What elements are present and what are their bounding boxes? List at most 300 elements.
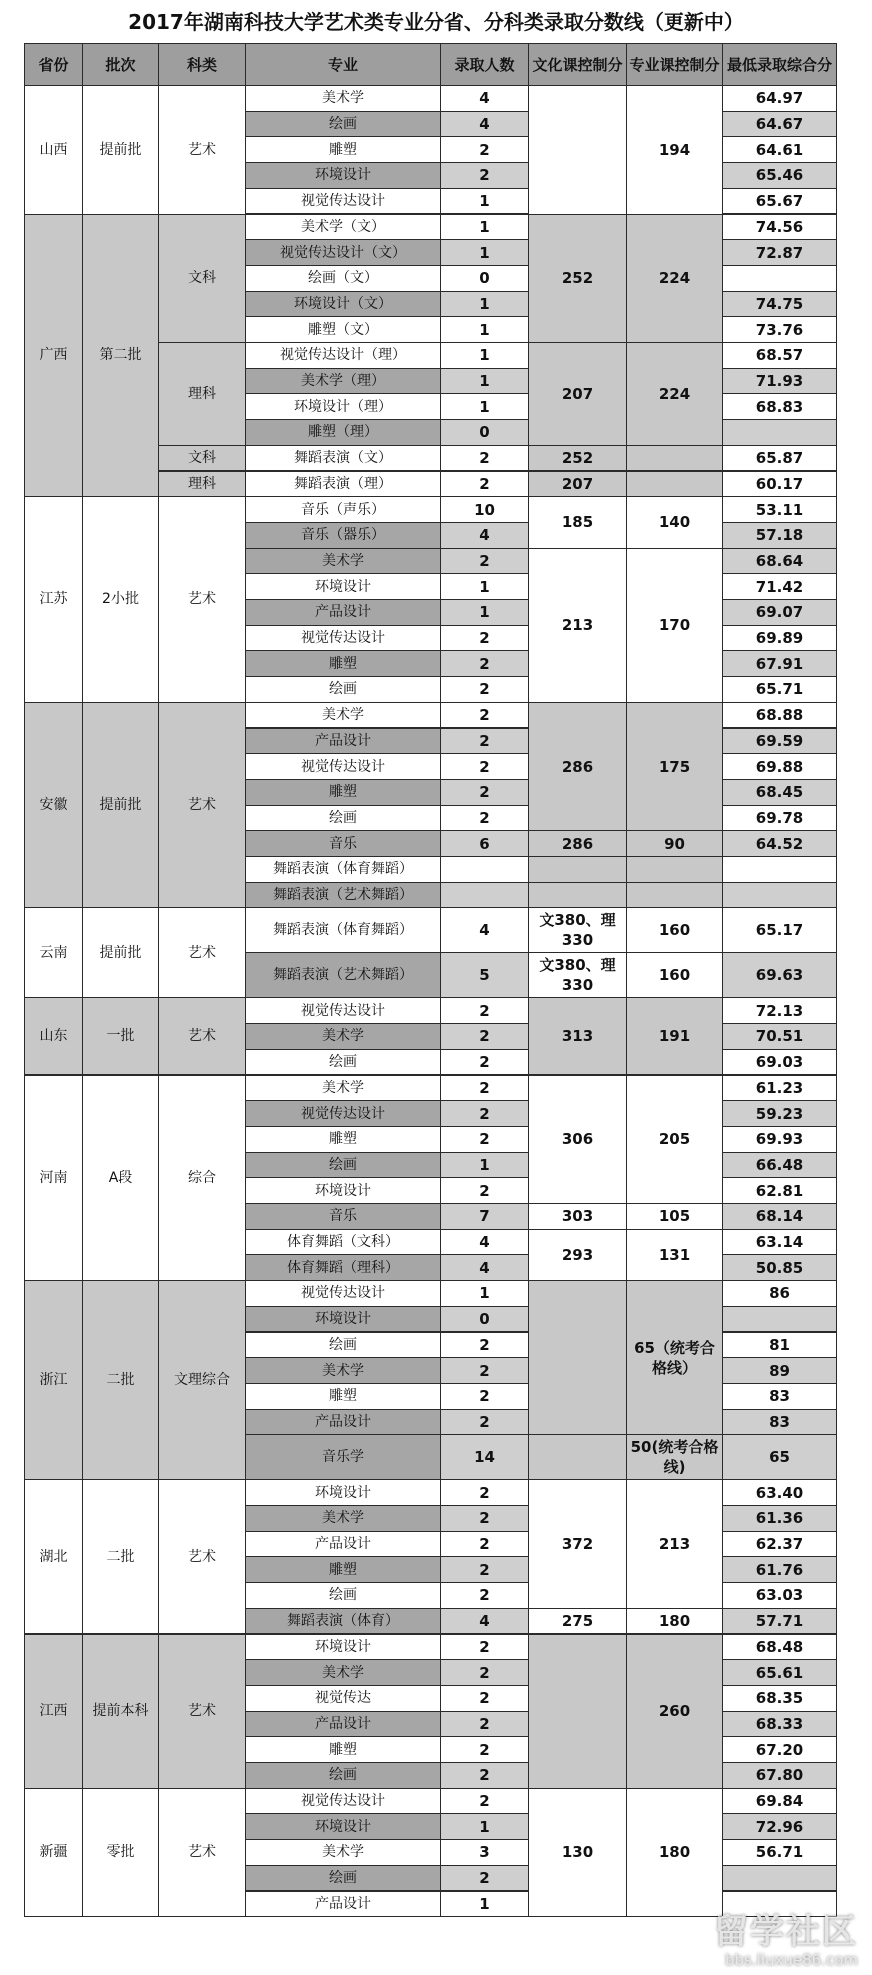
min-score: 61.23 [722,1075,837,1102]
culture-control-score [528,1280,627,1435]
province-cell: 山东 [24,997,83,1075]
culture-control-score: 文380、理330 [528,907,627,953]
min-score: 72.96 [722,1813,837,1840]
min-score: 69.07 [722,599,837,626]
major-name: 绘画 [245,111,441,138]
admitted-count: 5 [440,952,529,998]
pro-control-score: 175 [626,702,723,832]
min-score: 50.85 [722,1254,837,1281]
major-name: 美术学 [245,702,441,729]
province-cell: 广西 [24,214,83,498]
admitted-count: 4 [440,522,529,549]
admitted-count: 10 [440,496,529,523]
min-score: 56.71 [722,1839,837,1866]
admitted-count: 2 [440,650,529,677]
admitted-count [440,856,529,883]
category-cell: 理科 [158,471,246,498]
admitted-count: 2 [440,728,529,755]
major-name: 舞蹈表演（文） [245,445,441,472]
batch-cell: A段 [82,1075,159,1282]
admitted-count: 2 [440,702,529,729]
pro-control-score: 205 [626,1075,723,1205]
culture-control-score: 306 [528,1075,627,1205]
admitted-count: 3 [440,1839,529,1866]
admitted-count: 2 [440,1711,529,1738]
admitted-count: 2 [440,1126,529,1153]
admitted-count: 2 [440,1685,529,1712]
category-cell: 艺术 [158,496,246,703]
major-name: 环境设计 [245,1177,441,1204]
min-score: 83 [722,1409,837,1436]
pro-control-score [626,882,723,909]
major-name: 美术学（理） [245,368,441,395]
major-name: 舞蹈表演（艺术舞蹈） [245,882,441,909]
admitted-count: 2 [440,997,529,1024]
major-name: 舞蹈表演（艺术舞蹈） [245,952,441,998]
min-score: 63.14 [722,1229,837,1256]
province-cell: 江苏 [24,496,83,703]
admitted-count: 4 [440,907,529,953]
header-batch: 批次 [82,43,159,86]
category-cell: 艺术 [158,1634,246,1789]
major-name: 音乐 [245,1203,441,1230]
admitted-count: 7 [440,1203,529,1230]
admitted-count: 4 [440,85,529,112]
min-score: 71.42 [722,573,837,600]
min-score: 64.52 [722,830,837,857]
major-name: 雕塑（理） [245,419,441,446]
major-name: 雕塑 [245,779,441,806]
pro-control-score: 105 [626,1203,723,1230]
min-score: 60.17 [722,471,837,498]
watermark-logo-text: 留学社区 [714,1912,858,1952]
min-score: 61.76 [722,1556,837,1583]
batch-cell: 第二批 [82,214,159,498]
admitted-count: 2 [440,1075,529,1102]
pro-control-score: 213 [626,1479,723,1609]
admitted-count: 4 [440,1254,529,1281]
admitted-count: 2 [440,753,529,780]
admitted-count: 6 [440,830,529,857]
min-score: 66.48 [722,1152,837,1179]
admitted-count: 2 [440,676,529,703]
admitted-count: 2 [440,1383,529,1410]
batch-cell: 一批 [82,997,159,1075]
major-name: 舞蹈表演（体育舞蹈） [245,856,441,883]
min-score: 64.67 [722,111,837,138]
batch-cell: 提前批 [82,907,159,998]
major-name: 视觉传达设计（文） [245,239,441,266]
min-score: 74.56 [722,214,837,241]
major-name: 音乐 [245,830,441,857]
admitted-count: 1 [440,239,529,266]
min-score [722,1891,837,1918]
min-score: 89 [722,1357,837,1384]
major-name: 雕塑 [245,1556,441,1583]
min-score: 71.93 [722,368,837,395]
culture-control-score: 130 [528,1788,627,1918]
pro-control-score: 224 [626,342,723,446]
culture-control-score [528,85,627,215]
pro-control-score: 180 [626,1608,723,1635]
category-cell: 文科 [158,214,246,344]
admitted-count: 2 [440,625,529,652]
pro-control-score: 191 [626,997,723,1075]
min-score [722,1306,837,1333]
major-name: 产品设计 [245,1711,441,1738]
major-name: 体育舞蹈（文科） [245,1229,441,1256]
province-cell: 安徽 [24,702,83,909]
major-name: 环境设计（理） [245,393,441,420]
category-cell: 综合 [158,1075,246,1282]
major-name: 环境设计 [245,1634,441,1661]
culture-control-score: 286 [528,830,627,857]
culture-control-score: 185 [528,496,627,548]
min-score: 83 [722,1383,837,1410]
culture-control-score: 286 [528,702,627,832]
category-cell: 艺术 [158,702,246,909]
major-name: 视觉传达设计 [245,753,441,780]
province-cell: 河南 [24,1075,83,1282]
min-score: 67.20 [722,1736,837,1763]
major-name: 美术学 [245,1505,441,1532]
batch-cell: 2小批 [82,496,159,703]
min-score: 65 [722,1434,837,1480]
admitted-count: 2 [440,1100,529,1127]
pro-control-score [626,856,723,883]
batch-cell: 二批 [82,1479,159,1634]
pro-control-score: 180 [626,1788,723,1918]
admitted-count: 1 [440,1152,529,1179]
admitted-count: 2 [440,1049,529,1076]
min-score: 69.88 [722,753,837,780]
min-score: 72.13 [722,997,837,1024]
min-score: 67.80 [722,1762,837,1789]
admitted-count: 2 [440,1634,529,1661]
min-score: 65.17 [722,907,837,953]
admitted-count: 1 [440,368,529,395]
major-name: 美术学（文） [245,214,441,241]
major-name: 雕塑 [245,1383,441,1410]
category-cell: 文科 [158,445,246,472]
major-name: 产品设计 [245,1531,441,1558]
major-name: 美术学 [245,1357,441,1384]
province-cell: 新疆 [24,1788,83,1918]
major-name: 绘画 [245,1332,441,1359]
admitted-count: 1 [440,291,529,318]
major-name: 视觉传达设计（理） [245,342,441,369]
min-score: 68.14 [722,1203,837,1230]
major-name: 舞蹈表演（体育舞蹈） [245,907,441,953]
major-name: 环境设计 [245,1479,441,1506]
min-score: 65.46 [722,162,837,189]
header-major: 专业 [245,43,441,86]
culture-control-score: 275 [528,1608,627,1635]
major-name: 视觉传达设计 [245,625,441,652]
min-score: 68.64 [722,548,837,575]
admitted-count: 0 [440,1306,529,1333]
admitted-count: 2 [440,471,529,498]
page-title: 2017年湖南科技大学艺术类专业分省、分科类录取分数线（更新中） [128,10,744,34]
major-name: 产品设计 [245,599,441,626]
major-name: 音乐（器乐） [245,522,441,549]
min-score: 64.61 [722,136,837,163]
culture-control-score: 252 [528,445,627,472]
category-cell: 艺术 [158,1479,246,1634]
header-culture-score: 文化课控制分 [528,43,627,86]
min-score: 57.71 [722,1608,837,1635]
admitted-count: 0 [440,419,529,446]
major-name: 音乐学 [245,1434,441,1480]
min-score: 65.71 [722,676,837,703]
category-cell: 文理综合 [158,1280,246,1480]
admitted-count: 1 [440,342,529,369]
pro-control-score: 194 [626,85,723,215]
min-score: 65.61 [722,1659,837,1686]
min-score: 57.18 [722,522,837,549]
admitted-count: 2 [440,445,529,472]
major-name: 视觉传达设计 [245,1280,441,1307]
admitted-count: 2 [440,1582,529,1609]
major-name: 美术学 [245,1659,441,1686]
pro-control-score: 170 [626,548,723,703]
pro-control-score: 90 [626,830,723,857]
province-cell: 湖北 [24,1479,83,1634]
min-score: 63.40 [722,1479,837,1506]
major-name: 环境设计 [245,1306,441,1333]
major-name: 美术学 [245,1839,441,1866]
category-cell: 艺术 [158,997,246,1075]
batch-cell: 提前批 [82,85,159,215]
min-score: 69.78 [722,805,837,832]
min-score: 81 [722,1332,837,1359]
admitted-count: 2 [440,805,529,832]
min-score: 62.81 [722,1177,837,1204]
min-score: 68.88 [722,702,837,729]
major-name: 美术学 [245,1023,441,1050]
header-pro-score: 专业课控制分 [626,43,723,86]
major-name: 环境设计 [245,573,441,600]
min-score: 69.93 [722,1126,837,1153]
admitted-count: 2 [440,1865,529,1892]
admitted-count: 2 [440,548,529,575]
pro-control-score: 160 [626,907,723,953]
min-score: 73.76 [722,316,837,343]
category-cell: 理科 [158,342,246,446]
category-cell: 艺术 [158,1788,246,1918]
admitted-count: 2 [440,1409,529,1436]
min-score: 72.87 [722,239,837,266]
pro-control-score: 224 [626,214,723,344]
admitted-count: 4 [440,111,529,138]
admitted-count: 2 [440,1505,529,1532]
admitted-count: 2 [440,1357,529,1384]
header-province: 省份 [24,43,83,86]
major-name: 环境设计（文） [245,291,441,318]
min-score: 59.23 [722,1100,837,1127]
major-name: 音乐（声乐） [245,496,441,523]
min-score: 68.33 [722,1711,837,1738]
pro-control-score [626,445,723,472]
major-name: 舞蹈表演（理） [245,471,441,498]
category-cell: 艺术 [158,907,246,998]
major-name: 绘画 [245,676,441,703]
pro-control-score: 50(统考合格线) [626,1434,723,1480]
min-score: 65.67 [722,188,837,215]
min-score: 70.51 [722,1023,837,1050]
province-cell: 浙江 [24,1280,83,1480]
admitted-count: 2 [440,1736,529,1763]
culture-control-score: 213 [528,548,627,703]
major-name: 视觉传达 [245,1685,441,1712]
province-cell: 山西 [24,85,83,215]
culture-control-score: 293 [528,1229,627,1281]
min-score: 68.35 [722,1685,837,1712]
min-score [722,882,837,909]
batch-cell: 零批 [82,1788,159,1918]
admitted-count: 1 [440,1891,529,1918]
admitted-count: 1 [440,599,529,626]
admitted-count: 2 [440,1556,529,1583]
admitted-count: 2 [440,1332,529,1359]
batch-cell: 提前批 [82,702,159,909]
admitted-count: 14 [440,1434,529,1480]
batch-cell: 提前本科 [82,1634,159,1789]
admitted-count: 2 [440,1659,529,1686]
major-name: 环境设计 [245,162,441,189]
major-name: 视觉传达设计 [245,1100,441,1127]
major-name: 舞蹈表演（体育） [245,1608,441,1635]
min-score: 69.63 [722,952,837,998]
major-name: 雕塑（文） [245,316,441,343]
admitted-count: 1 [440,573,529,600]
major-name: 绘画（文） [245,265,441,292]
admitted-count: 2 [440,162,529,189]
culture-control-score: 文380、理330 [528,952,627,998]
major-name: 雕塑 [245,1736,441,1763]
admitted-count: 1 [440,316,529,343]
pro-control-score: 140 [626,496,723,548]
admitted-count: 2 [440,1531,529,1558]
min-score: 68.57 [722,342,837,369]
major-name: 产品设计 [245,1409,441,1436]
admitted-count: 1 [440,214,529,241]
province-cell: 云南 [24,907,83,998]
culture-control-score: 313 [528,997,627,1075]
major-name: 产品设计 [245,728,441,755]
admitted-count: 1 [440,1280,529,1307]
admitted-count: 4 [440,1229,529,1256]
min-score: 63.03 [722,1582,837,1609]
major-name: 绘画 [245,1865,441,1892]
min-score: 74.75 [722,291,837,318]
category-cell: 艺术 [158,85,246,215]
pro-control-score: 160 [626,952,723,998]
header-admitted-count: 录取人数 [440,43,529,86]
batch-cell: 二批 [82,1280,159,1480]
admitted-count: 2 [440,1023,529,1050]
culture-control-score [528,1434,627,1480]
major-name: 绘画 [245,805,441,832]
province-cell: 江西 [24,1634,83,1789]
admitted-count: 2 [440,1762,529,1789]
major-name: 雕塑 [245,136,441,163]
major-name: 雕塑 [245,1126,441,1153]
culture-control-score: 207 [528,471,627,498]
min-score: 62.37 [722,1531,837,1558]
major-name: 美术学 [245,548,441,575]
min-score: 86 [722,1280,837,1307]
admitted-count: 2 [440,1788,529,1815]
major-name: 视觉传达设计 [245,997,441,1024]
min-score: 69.89 [722,625,837,652]
admitted-count: 2 [440,779,529,806]
min-score: 68.83 [722,393,837,420]
admitted-count: 2 [440,1479,529,1506]
pro-control-score: 131 [626,1229,723,1281]
pro-control-score [626,471,723,498]
admitted-count: 1 [440,1813,529,1840]
min-score: 64.97 [722,85,837,112]
major-name: 美术学 [245,1075,441,1102]
culture-control-score: 207 [528,342,627,446]
min-score: 68.45 [722,779,837,806]
culture-control-score [528,882,627,909]
culture-control-score: 372 [528,1479,627,1609]
pro-control-score: 65（统考合格线） [626,1280,723,1435]
min-score: 68.48 [722,1634,837,1661]
major-name: 绘画 [245,1049,441,1076]
major-name: 雕塑 [245,650,441,677]
culture-control-score [528,856,627,883]
admitted-count: 1 [440,188,529,215]
major-name: 绘画 [245,1762,441,1789]
min-score [722,856,837,883]
culture-control-score: 252 [528,214,627,344]
min-score [722,265,837,292]
min-score: 53.11 [722,496,837,523]
major-name: 美术学 [245,85,441,112]
min-score: 69.84 [722,1788,837,1815]
major-name: 绘画 [245,1582,441,1609]
min-score: 69.03 [722,1049,837,1076]
major-name: 体育舞蹈（理科） [245,1254,441,1281]
min-score: 61.36 [722,1505,837,1532]
admitted-count: 2 [440,136,529,163]
culture-control-score: 303 [528,1203,627,1230]
admitted-count: 4 [440,1608,529,1635]
min-score: 69.59 [722,728,837,755]
major-name: 产品设计 [245,1891,441,1918]
major-name: 绘画 [245,1152,441,1179]
min-score [722,419,837,446]
header-category: 科类 [158,43,246,86]
admitted-count: 1 [440,393,529,420]
watermark-url: bbs.liuxue86.com [725,1951,858,1969]
min-score: 67.91 [722,650,837,677]
admitted-count: 2 [440,1177,529,1204]
admitted-count: 0 [440,265,529,292]
major-name: 视觉传达设计 [245,188,441,215]
culture-control-score [528,1634,627,1789]
pro-control-score: 260 [626,1634,723,1789]
header-min-score: 最低录取综合分 [722,43,837,86]
admitted-count [440,882,529,909]
min-score [722,1865,837,1892]
major-name: 视觉传达设计 [245,1788,441,1815]
min-score: 65.87 [722,445,837,472]
major-name: 环境设计 [245,1813,441,1840]
